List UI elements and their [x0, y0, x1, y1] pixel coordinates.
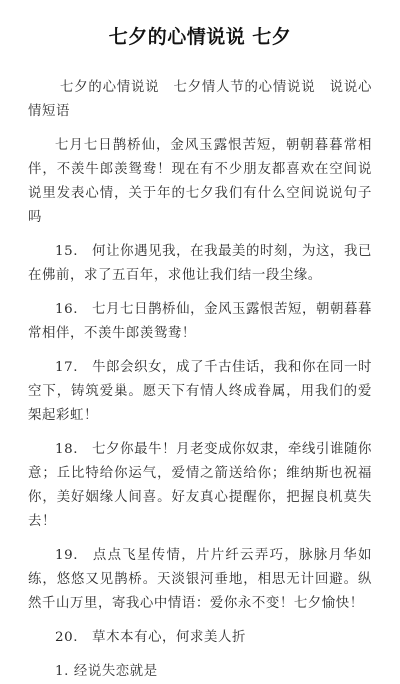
paragraph-15: [28, 240, 372, 288]
paragraph-text: 1. 经说失恋就是: [55, 664, 158, 679]
item-number: 20.: [55, 630, 79, 645]
paragraph-text: 七月七日鹊桥仙，金风玉露恨苦短，朝朝暮暮常相伴，不羡牛郎羡鸳鸯！现在有不少朋友都喜欢在空间说说里发表心情，关于年的七夕我们有什么空间说说句子吗: [28, 138, 372, 225]
paragraph-text: 七夕你最牛！月老变成你奴隶，牵线引谁随你意；丘比特给你运气，爱情之箭送给你；维纳斯也祝福你，美好姻缘人间喜。好友真心提醒你，把握良机莫失去！: [28, 442, 372, 529]
item-number: 18.: [55, 442, 79, 457]
paragraph-text: 七月七日鹊桥仙，金风玉露恨苦短，朝朝暮暮常相伴，不羡牛郎羡鸳鸯！: [28, 302, 372, 341]
paragraph-16: [28, 298, 372, 346]
paragraph-17: [28, 356, 372, 428]
document-title: 七夕的心情说说 七夕: [108, 26, 292, 48]
paragraph-18: [28, 438, 372, 534]
paragraph-text: 点点飞星传情，片片纤云弄巧，脉脉月华如练，悠悠又见鹊桥。天淡银河垂地，相思无计回避。纵然千山万里，寄我心中情语：爱你永不变！七夕愉快！: [28, 548, 372, 611]
paragraph-20: [28, 626, 372, 650]
paragraph-text: 牛郎会织女，成了千古佳话，我和你在同一时空下，铸筑爱巢。愿天下有情人终成眷属，用我们的爱架起彩虹！: [28, 360, 372, 423]
intro-paragraph: 七夕的心情说说 七夕情人节的心情说说 说说心情短语: [28, 80, 372, 119]
item-number: 17.: [55, 360, 79, 375]
item-number: 19.: [55, 548, 79, 563]
paragraph-cutoff: [28, 660, 372, 684]
paragraph-0: [28, 134, 372, 230]
item-number: 15.: [55, 244, 79, 259]
paragraph-text: 草木本有心，何求美人折: [92, 630, 247, 645]
paragraph-19: [28, 544, 372, 616]
item-number: 16.: [55, 302, 79, 317]
paragraph-text: 何让你遇见我，在我最美的时刻，为这，我已在佛前，求了五百年，求他让我们结一段尘缘。: [28, 244, 372, 283]
